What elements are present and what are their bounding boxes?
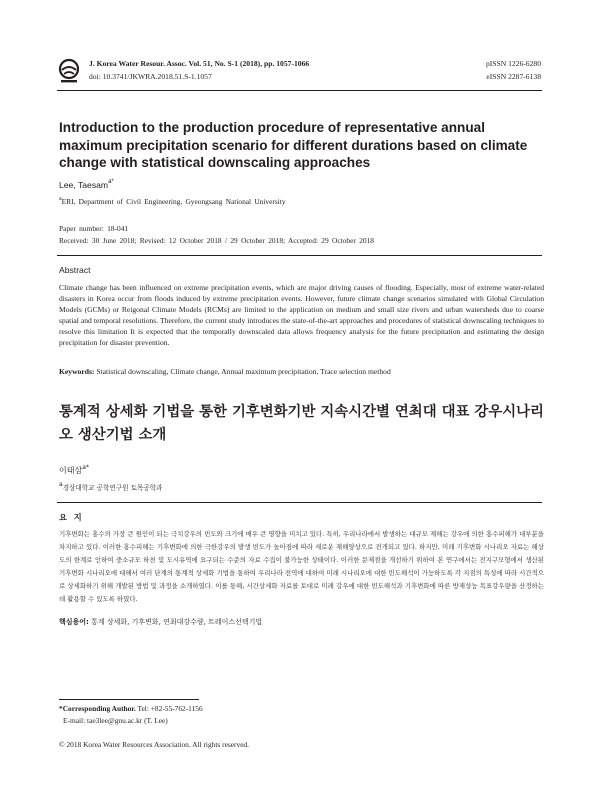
copyright: © 2018 Korea Water Resources Association. All rights reserved.: [59, 740, 250, 749]
keywords: [59, 367, 544, 376]
doi[interactable]: doi: 10.3741/JKWRA.2018.51.S-1.1057: [89, 72, 212, 81]
keywords-ko-label: 핵심용어:: [59, 618, 89, 626]
paper-number: Paper number: 18-041: [59, 224, 129, 233]
affiliation-en: [59, 197, 286, 206]
journal-citation: J. Korea Water Resour. Assoc. Vol. 51, No. S-1 (2018), pp. 1057-1066: [89, 59, 310, 68]
author-ko-sup: a*: [82, 464, 89, 471]
footnote-rule: [59, 699, 199, 700]
keywords-text: Statistical downscaling, Climate change, Annual maximum precipitation, Trace selection method: [94, 367, 391, 376]
corresponding-author: [59, 704, 203, 713]
abstract-body: Climate change has been influenced on extreme precipitation events, which are major driving causes of flooding. Especially, most of extreme water-related disasters in Korea occur from floods induced by extreme precipitation events. However, future climate change scenarios simulated with Global Circulation Models (GCMs) or Reigonal Climate Models (RCMs) are limited to the application on medium and small size rivers and urban watersheds due to coarse spatial and temporal resolutions. Therefore, the current study introduces the state-of-the-art approaches and procedures of statistical downscaling techniques to resolve this limitation It is expected that the temporally downscaled data allows frequency analysis for the future precipitation and estimating the design precipitation for disaster prevention.: [59, 283, 544, 348]
abstract-heading: Abstract: [59, 265, 91, 275]
keywords-label: Keywords:: [59, 367, 95, 376]
author-en: [59, 180, 114, 190]
corresponding-tel: Tel: +82-55-762-1156: [135, 704, 203, 713]
affiliation-ko: [59, 482, 162, 492]
corresponding-email[interactable]: E-mail: tae3lee@gnu.ac.kr (T. Lee): [63, 716, 168, 725]
author-ko-name: 이태삼: [59, 466, 83, 475]
affil-sup: a: [59, 196, 62, 202]
author-name: Lee, Taesam: [59, 180, 109, 190]
keywords-ko-text: 통계 상세화, 기후변화, 연최대강수량, 트레이스선택기법: [88, 618, 263, 626]
affiliation-ko-text: 경상대학교 공학연구원 토목공학과: [62, 484, 163, 492]
paper-title-en: Introduction to the production procedure of representative annual maximum precipitation scenario for different durations based on climate change with statistical downscaling approaches: [59, 120, 528, 171]
paper-dates: Received: 30 June 2018; Revised: 12 October 2018 / 29 October 2018; Accepted: 29 October 2018: [59, 236, 374, 245]
abstract-top-rule: [57, 255, 542, 256]
author-sup: a*: [108, 179, 114, 185]
affiliation-text: ERI, Department of Civil Engineering, Gyeongsang National University: [61, 197, 286, 206]
corresponding-label: *Corresponding Author.: [59, 704, 136, 713]
journal-logo-icon: [57, 58, 81, 84]
pissn: pISSN 1226-6280: [485, 59, 541, 68]
yoji-top-rule: [57, 502, 542, 503]
paper-title-ko: 통계적 상세화 기법을 통한 기후변화기반 지속시간별 연최대 대표 강우시나리오 생산기법 소개: [59, 404, 544, 443]
eissn: eISSN 2287-6138: [486, 72, 541, 81]
author-ko: [59, 465, 89, 476]
abstract-ko-heading: 요 지: [59, 512, 84, 522]
abstract-ko-body: 기후변화는 홍수의 가장 큰 원인이 되는 극치강우의 빈도와 크기에 매우 큰 영향을 미치고 있다. 특히, 우리나라에서 발생하는 대규모 재해는 강우에 의한 홍수피해가 대부분을 차지하고 있다. 이러한 홍수피해는 기후변화에 의한 극한강우의 발생 빈도가 높아짐에 따라 새로운 재해양상으로 전개되고 있다. 하지만, 미래 기후변화 시나리오 자료는 해상도의 한계로 인하여 중소규모 하천 및 도시유역에 요구되는 수준의 자료 수집이 불가능한 상태이다. 이러한 문제점을 개선하기 위하여 본 연구에서는 전지구모형에서 생산된 기후변화 시나리오에 대해서 여러 단계의 통계적 상세화 기법을 통하여 우리나라 전역에 대하여 미래 시나리오에 대한 빈도해석이 가능하도록 각 지점의 특성에 따라 시간적으로 상세화하기 위해 개발된 방법 및 과정을 소개하였다. 이를 통해, 시간상세화 자료를 토대로 미래 강우에 대한 빈도해석과 기후변화에 따른 방재성능 목표강우량을 산정하는데 활용할 수 있도록 하였다.: [59, 530, 544, 603]
header-rule: [57, 90, 542, 91]
affil-ko-sup: a: [59, 481, 63, 488]
keywords-ko: [59, 617, 544, 627]
